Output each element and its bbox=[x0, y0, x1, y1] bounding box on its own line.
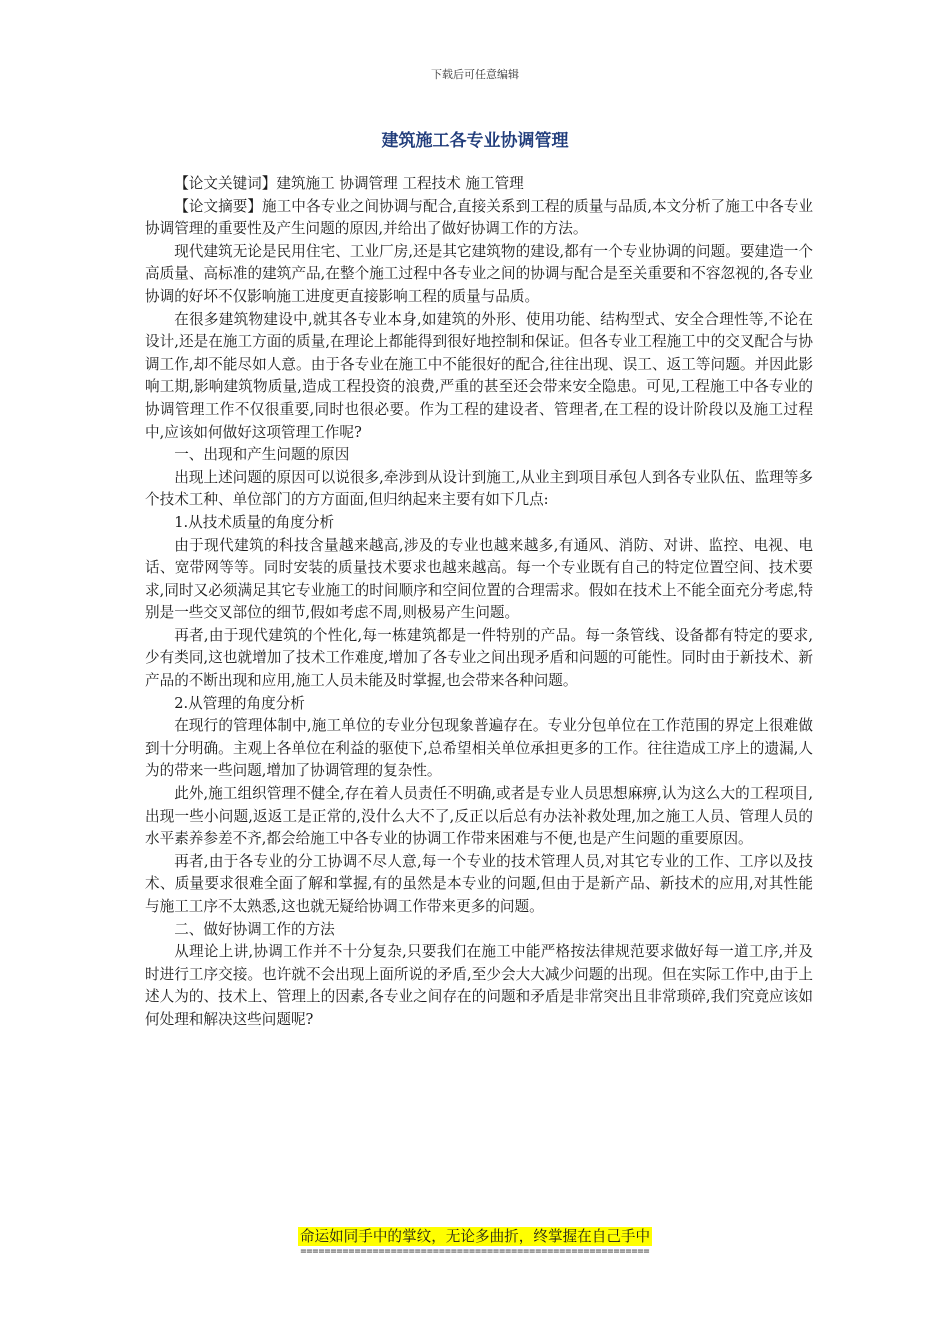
subsection-heading: 1.从技术质量的角度分析 bbox=[174, 513, 335, 531]
body-paragraph: 再者,由于现代建筑的个性化,每一栋建筑都是一件特别的产品。每一条管线、设备都有特定的要求,少有类同,这也就增加了技术工作难度,增加了各专业之间出现矛盾和问题的可能性。同时由于新技术、新产品的不断出现和应用,施工人员未能及时掌握,也会带来各种问题。 bbox=[145, 626, 813, 690]
document-body bbox=[145, 173, 813, 1032]
abstract-paragraph: 【论文摘要】施工中各专业之间协调与配合,直接关系到工程的质量与品质,本文分析了施工中各专业协调管理的重要性及产生问题的原因,并给出了做好协调工作的方法。 bbox=[145, 197, 813, 238]
body-paragraph: 此外,施工组织管理不健全,存在着人员责任不明确,或者是专业人员思想麻痹,认为这么大的工程项目,出现一些小问题,返返工是正常的,没什么大不了,反正以后总有办法补救处理,加之施工人员、管理人员的水平素养参差不齐,都会给施工中各专业的协调工作带来困难与不便,也是产生问题的重要原因。 bbox=[145, 785, 813, 848]
body-paragraph: 由于现代建筑的科技含量越来越高,涉及的专业也越来越多,有通风、消防、对讲、监控、电视、电话、宽带网等等。同时安装的质量技术要求也越来越高。每一个专业既有自己的特定位置空间、技术要求,同时又必须满足其它专业施工的时间顺序和空间位置的合理需求。假如在技术上不能全面充分考虑,特别是一些交叉部位的细节,假如考虑不周,则极易产生问题。 bbox=[145, 536, 813, 622]
footer bbox=[0, 1226, 950, 1246]
subsection-heading: 2.从管理的角度分析 bbox=[174, 694, 305, 712]
body-paragraph: 在很多建筑物建设中,就其各专业本身,如建筑的外形、使用功能、结构型式、安全合理性等,不论在设计,还是在施工方面的质量,在理论上都能得到很好地控制和保证。但各专业工程施工中的交叉配合与协调工作,却不能尽如人意。由于各专业在施工中不能很好的配合,往往出现、误工、返工等问题。并因此影响工期,影响建筑物质量,造成工程投资的浪费,严重的甚至还会带来安全隐患。可见,工程施工中各专业的协调管理工作不仅很重要,同时也很必要。作为工程的建设者、管理者,在工程的设计阶段以及施工过程中,应该如何做好这项管理工作呢? bbox=[145, 310, 813, 441]
section-heading: 二、做好协调工作的方法 bbox=[174, 920, 335, 938]
motto-highlight: 命运如同手中的掌纹，无论多曲折，终掌握在自己手中 bbox=[299, 1228, 651, 1245]
body-paragraph: 出现上述问题的原因可以说很多,牵涉到从设计到施工,从业主到项目承包人到各专业队伍、监理等多个技术工种、单位部门的方方面面,但归纳起来主要有如下几点: bbox=[145, 468, 813, 509]
keywords-paragraph: 【论文关键词】建筑施工 协调管理 工程技术 施工管理 bbox=[174, 175, 524, 192]
body-paragraph: 在现行的管理体制中,施工单位的专业分包现象普遍存在。专业分包单位在工作范围的界定上很难做到十分明确。主观上各单位在利益的驱使下,总希望相关单位承担更多的工作。往往造成工序上的遗漏,人为的带来一些问题,增加了协调管理的复杂性。 bbox=[145, 717, 813, 780]
section-heading: 一、出现和产生问题的原因 bbox=[174, 446, 350, 464]
body-paragraph: 再者,由于各专业的分工协调不尽人意,每一个专业的技术管理人员,对其它专业的工作、工序以及技术、质量要求很难全面了解和掌握,有的虽然是本专业的问题,但由于是新产品、新技术的应用,对其性能与施工工序不太熟悉,这也就无疑给协调工作带来更多的问题。 bbox=[145, 852, 813, 915]
body-paragraph: 从理论上讲,协调工作并不十分复杂,只要我们在施工中能严格按法律规范要求做好每一道工序,并及时进行工序交接。也许就不会出现上面所说的矛盾,至少会大大减少问题的出现。但在实际工作中,由于上述人为的、技术上、管理上的因素,各专业之间存在的问题和矛盾是非常突出且非常琐碎,我们究竟应该如何处理和解决这些问题呢? bbox=[145, 943, 813, 1028]
body-paragraph: 现代建筑无论是民用住宅、工业厂房,还是其它建筑物的建设,都有一个专业协调的问题。要建造一个高质量、高标准的建筑产品,在整个施工过程中各专业之间的协调与配合是至关重要和不容忽视的,各专业协调的好坏不仅影响施工进度更直接影响工程的质量与品质。 bbox=[145, 242, 813, 305]
separator-rule: ========================================================== bbox=[300, 1246, 650, 1257]
document-title: 建筑施工各专业协调管理 bbox=[381, 131, 569, 151]
header-note: 下载后可任意编辑 bbox=[431, 68, 519, 81]
